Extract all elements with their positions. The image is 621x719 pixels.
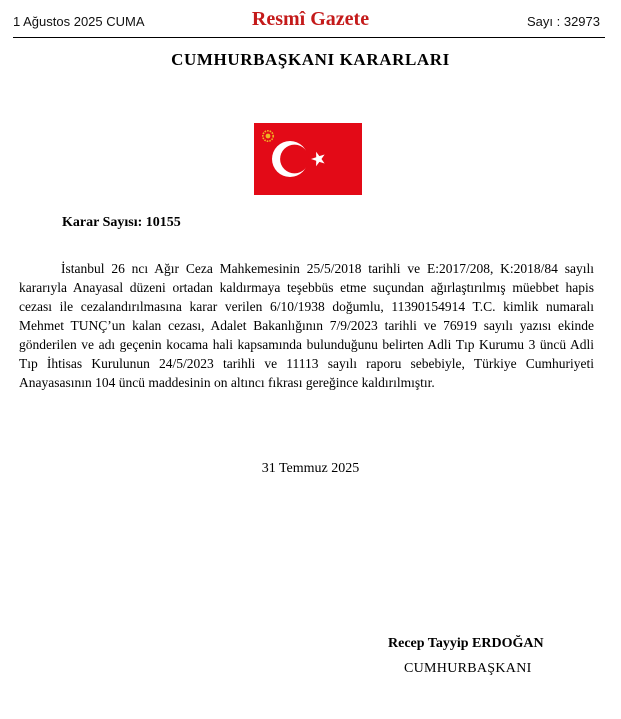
issue-number: Sayı : 32973 xyxy=(527,14,600,29)
decision-number: Karar Sayısı: 10155 xyxy=(62,215,181,230)
decision-date: 31 Temmuz 2025 xyxy=(261,461,360,476)
gazette-title: Resmî Gazete xyxy=(251,8,370,30)
header-date: 1 Ağustos 2025 CUMA xyxy=(13,14,145,29)
decision-body: İstanbul 26 ncı Ağır Ceza Mahkemesinin 25/5/2018 tarihli ve E:2017/208, K:2018/84 sayılı kararıyla Anayasal düzeni ortadan kaldırmaya teşebbüs etme suçundan ağırlaştırılmış müebbet hapis cezası ile cezalandırılmasına karar verilen 6/10/1938 doğumlu, 11390154914 T.C. kimlik numaralı Mehmet TUNÇ’un kalan cezası, Adalet Bakanlığının 7/9/2023 tarihli ve 76919 sayılı yazısı ekinde gönderilen ve adı geçenin kocama hali kapsamında bulunduğunu belirten Adli Tıp Kurumu 3 üncü Adli Tıp İhtisas Kurulunun 24/5/2023 tarihli ve 11113 sayılı raporu sebebiyle, Türkiye Cumhuriyeti Anayasasının 104 üncü maddesinin on altıncı fıkrası gereğince kaldırılmıştır. xyxy=(19,261,594,390)
signatory-title: CUMHURBAŞKANI xyxy=(404,661,532,676)
header-divider xyxy=(13,37,605,38)
turkish-flag-icon xyxy=(254,123,362,195)
signatory-name: Recep Tayyip ERDOĞAN xyxy=(388,636,544,651)
section-title: CUMHURBAŞKANI KARARLARI xyxy=(171,50,450,69)
